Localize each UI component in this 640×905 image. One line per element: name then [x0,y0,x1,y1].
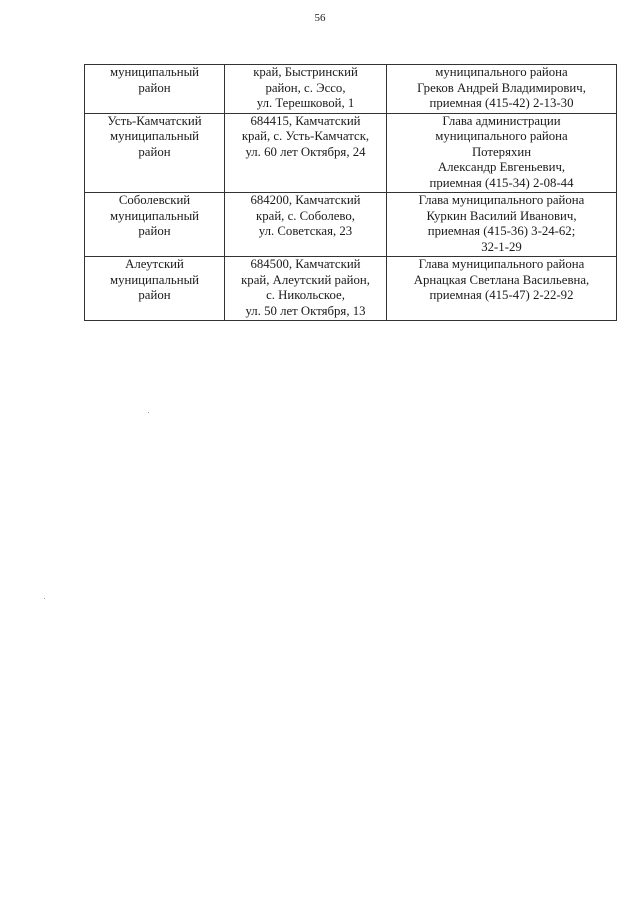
address-line: 684415, Камчатский [250,113,361,128]
district-line: Соболевский [118,193,191,207]
district-cell [85,65,225,114]
page-number: 56 [314,12,326,24]
contact-line: Арнацкая Светлана Васильевна, [413,272,590,287]
contact-cell [387,193,617,257]
address-line: с. Никольское, [266,288,345,302]
contact-cell [387,113,617,193]
contact-line: Куркин Василий Иванович, [426,208,577,223]
contact-cell [387,65,617,114]
contact-line: Александр Евгеньевич, [437,160,566,174]
address-cell [225,193,387,257]
address-cell [225,113,387,193]
table-row [85,65,617,114]
district-line: Усть-Камчатский [107,113,202,128]
address-cell [225,65,387,114]
district-line: район [138,288,171,302]
address-line: край, Быстринский [253,65,358,79]
district-line: муниципальный [109,272,200,287]
contact-line: Глава муниципального района [418,257,585,271]
contact-line: приемная (415-47) 2-22-92 [429,288,574,302]
contact-line: приемная (415-36) 3-24-62; [427,224,576,238]
address-line: 684200, Камчатский [250,193,361,207]
district-line: район [138,224,171,238]
address-line: край, Алеутский район, [241,272,370,287]
district-contacts-table [84,64,617,321]
district-line: район [138,144,171,159]
contact-line: Греков Андрей Владимирович, [417,80,586,95]
district-cell [85,257,225,321]
district-line: муниципальный [109,208,200,223]
contact-line: муниципального района [435,65,568,79]
contact-line: Глава муниципального района [418,193,585,207]
district-cell [85,193,225,257]
contact-cell [387,257,617,321]
district-line: район [138,80,171,95]
district-line: муниципальный [109,129,200,143]
address-cell [225,257,387,321]
scan-speck [148,412,149,413]
address-line: край, с. Соболево, [256,208,355,223]
contact-line: Глава администрации [442,113,561,128]
address-line: 684500, Камчатский [250,257,361,271]
table-row [85,113,617,193]
district-line: Алеутский [125,257,184,271]
address-line: край, с. Усть-Камчатск, [241,129,370,143]
address-line: ул. 60 лет Октября, 24 [245,144,366,159]
address-line: ул. 50 лет Октября, 13 [245,303,366,318]
contact-line: муниципального района [435,129,568,143]
address-line: ул. Советская, 23 [258,224,353,238]
contact-line: приемная (415-34) 2-08-44 [429,175,574,190]
scan-speck [44,598,45,599]
district-cell [85,113,225,193]
contact-line: приемная (415-42) 2-13-30 [429,96,574,110]
contact-line: Потеряхин [471,144,532,159]
table-row [85,193,617,257]
address-line: ул. Терешковой, 1 [256,96,355,110]
address-line: район, с. Эссо, [265,80,346,95]
table-row [85,257,617,321]
district-line: муниципальный [109,65,200,79]
contact-line: 32-1-29 [481,239,522,254]
